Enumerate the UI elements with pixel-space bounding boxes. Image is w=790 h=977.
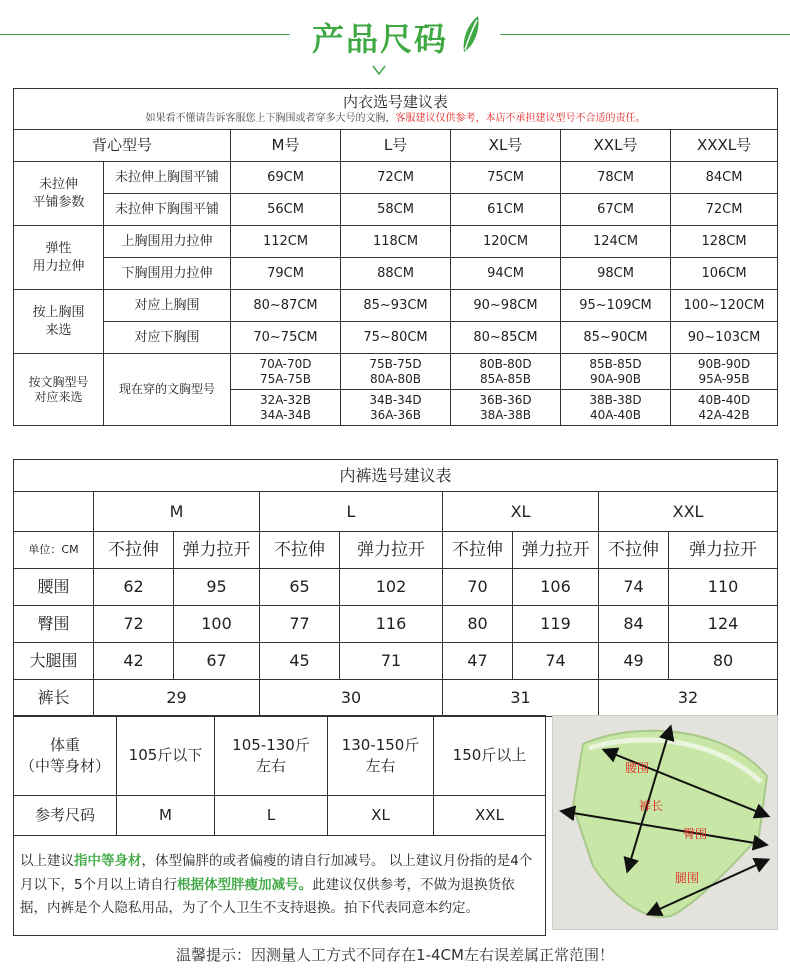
bra-row-name: 未拉伸下胸围平铺: [104, 194, 231, 226]
pants-row-name: 腰围: [14, 569, 94, 606]
pants-value: 62: [94, 569, 174, 606]
bra-model-cell: [561, 354, 671, 390]
bra-value: 106CM: [671, 258, 778, 290]
bra-model-cell: [341, 354, 451, 390]
sub-header-cell: 不拉伸: [260, 532, 340, 569]
bra-model-value: 80B-80D: [479, 357, 532, 372]
weight-text: 105斤以下: [128, 746, 203, 765]
bra-model-value: 85A-85B: [479, 371, 532, 386]
bra-value: 80~85CM: [451, 322, 561, 354]
bra-header-cell: 背心型号: [14, 130, 231, 162]
section-header: [0, 0, 790, 80]
weight-text: 150斤以上: [452, 746, 527, 765]
pants-value: 116: [340, 606, 443, 643]
bra-model-cell: [231, 390, 341, 426]
weight-text: 左右: [255, 756, 286, 775]
weight-cell: [434, 716, 546, 796]
bra-value: 75CM: [451, 162, 561, 194]
header-line-right: [500, 34, 790, 35]
bra-table-note: [14, 112, 777, 126]
pants-value: 72: [94, 606, 174, 643]
bra-group-label: [14, 354, 104, 426]
ref-size-cell: XL: [328, 796, 434, 836]
bra-value: 69CM: [231, 162, 341, 194]
hip-label: 臀围: [683, 827, 708, 841]
pants-value: 119: [513, 606, 599, 643]
pants-value: 70: [443, 569, 513, 606]
bra-model-value: 40A-40B: [589, 407, 642, 422]
bra-row: [14, 322, 778, 354]
bra-value: 90~98CM: [451, 290, 561, 322]
group-label-line: 未拉伸: [38, 176, 78, 192]
bra-value: 58CM: [341, 194, 451, 226]
sub-header-cell: 弹力拉开: [340, 532, 443, 569]
bra-model-value: 75A-75B: [259, 371, 312, 386]
pants-value: 106: [513, 569, 599, 606]
weight-label: 体重: [49, 736, 80, 755]
group-label-line: 按文胸型号: [28, 375, 89, 390]
bra-model-value: 90A-90B: [589, 371, 642, 386]
bra-header-cell: M号: [231, 130, 341, 162]
bra-value: 72CM: [341, 162, 451, 194]
page-title: 产品尺码: [311, 20, 448, 58]
bra-model-value: 42A-42B: [698, 407, 750, 422]
bra-model-value: 32A-32B: [259, 393, 312, 408]
sub-header-cell: 弹力拉开: [174, 532, 260, 569]
product-measure-photo: [552, 715, 778, 930]
bra-model-value: 38B-38D: [589, 393, 642, 408]
bra-header-row: [14, 130, 778, 162]
bra-value: 94CM: [451, 258, 561, 290]
pants-table-title: 内裤选号建议表: [14, 460, 778, 492]
bra-table-title: 内衣选号建议表: [343, 93, 449, 112]
weight-size-table: [13, 715, 546, 936]
length-label: 裤长: [14, 680, 94, 717]
ref-size-cell: XXL: [434, 796, 546, 836]
bra-model-cell: [671, 354, 778, 390]
pants-value: 71: [340, 643, 443, 680]
bra-value: 112CM: [231, 226, 341, 258]
pants-value: 80: [443, 606, 513, 643]
unit-label: 单位：CM: [14, 532, 94, 569]
bra-model-group: [14, 354, 778, 426]
bra-value: 128CM: [671, 226, 778, 258]
bra-value: 98CM: [561, 258, 671, 290]
bra-row-name: 对应上胸围: [104, 290, 231, 322]
bra-row: [14, 258, 778, 290]
sub-header-cell: 不拉伸: [599, 532, 669, 569]
pants-value: 74: [599, 569, 669, 606]
leaf-icon: [458, 14, 482, 54]
bra-value: 72CM: [671, 194, 778, 226]
bra-value: 80~87CM: [231, 290, 341, 322]
bra-value: 120CM: [451, 226, 561, 258]
bra-model-value: 85B-85D: [589, 357, 642, 372]
bra-value: 67CM: [561, 194, 671, 226]
pants-size-cell: XL: [443, 492, 599, 532]
bra-model-row: [14, 354, 778, 390]
header-line-left: [0, 34, 290, 35]
bra-header-cell: XXXL号: [671, 130, 778, 162]
pants-value: 77: [260, 606, 340, 643]
sub-header-cell: 弹力拉开: [513, 532, 599, 569]
bra-row-name: 上胸围用力拉伸: [104, 226, 231, 258]
bra-note-plain: 如果看不懂请告诉客服您上下胸围或者穿多大号的文胸，: [145, 113, 396, 125]
pants-size-cell: M: [94, 492, 260, 532]
bra-groups: [14, 162, 778, 354]
bra-model-value: 95A-95B: [698, 371, 750, 386]
pants-size-cell: L: [260, 492, 443, 532]
bra-value: 88CM: [341, 258, 451, 290]
pants-value: 65: [260, 569, 340, 606]
bra-group-label: [14, 162, 104, 226]
bra-value: 100~120CM: [671, 290, 778, 322]
weight-cell: [117, 716, 215, 796]
ref-size-cell: L: [215, 796, 328, 836]
bra-row-name: 现在穿的文胸型号: [104, 354, 231, 426]
sub-header-cell: 不拉伸: [94, 532, 174, 569]
length-value: 31: [443, 680, 599, 717]
bra-value: 78CM: [561, 162, 671, 194]
pants-value: 67: [174, 643, 260, 680]
pants-value: 84: [599, 606, 669, 643]
weight-label-cell: [14, 716, 117, 796]
weight-label-sub: （中等身材）: [19, 756, 110, 775]
group-label-line: 来选: [45, 322, 72, 338]
bra-value: 79CM: [231, 258, 341, 290]
bra-row: [14, 194, 778, 226]
bra-value: 85~93CM: [341, 290, 451, 322]
bra-model-cell: [671, 390, 778, 426]
bra-header-cell: XL号: [451, 130, 561, 162]
group-label-line: 对应来选: [34, 389, 83, 404]
bra-model-value: 40B-40D: [697, 393, 751, 408]
bra-model-cell: [231, 354, 341, 390]
pants-row: [14, 643, 778, 680]
ref-size-cell: M: [117, 796, 215, 836]
bra-group-label: [14, 290, 104, 354]
weight-cell: [215, 716, 328, 796]
bra-model-value: 34B-34D: [369, 393, 422, 408]
pants-value: 80: [669, 643, 778, 680]
length-label: 裤长: [639, 799, 664, 813]
bra-row-name: 未拉伸上胸围平铺: [104, 162, 231, 194]
bra-group-label: [14, 226, 104, 290]
bra-model-value: 36B-36D: [479, 393, 532, 408]
pants-rows: [14, 569, 778, 680]
pants-value: 45: [260, 643, 340, 680]
length-value: 29: [94, 680, 260, 717]
header-notch-icon: [372, 64, 386, 78]
bra-row: [14, 162, 778, 194]
group-label-line: 弹性: [45, 240, 72, 256]
weight-cell: [328, 716, 434, 796]
pants-row-name: 大腿围: [14, 643, 94, 680]
bra-row: [14, 226, 778, 258]
bra-value: 61CM: [451, 194, 561, 226]
note-text: 此建议仅供参考，不做为退换货依据，内裤是个人隐私用品，为了个人卫生不支持退换。拍下代表同意本约定。: [20, 876, 515, 917]
pants-row: [14, 569, 778, 606]
bra-model-value: 34A-34B: [259, 407, 312, 422]
weight-text: 130-150斤: [341, 736, 420, 755]
bra-model-cell: [451, 390, 561, 426]
note-text: 以上建议: [20, 853, 74, 870]
pants-corner-cell: [14, 492, 94, 532]
bra-model-value: 38A-38B: [479, 407, 532, 422]
weight-text: 左右: [365, 756, 396, 775]
pants-value: 124: [669, 606, 778, 643]
bra-value: 84CM: [671, 162, 778, 194]
size-note: [14, 836, 546, 936]
waist-label: 腰围: [625, 761, 650, 775]
note-text: ，体型偏胖的或者偏瘦的请自行加减号。 以上建议月份指的是4个月以下，5个月以上请自行: [20, 853, 533, 893]
bra-header-cell: L号: [341, 130, 451, 162]
bra-model-value: 36A-36B: [369, 407, 422, 422]
length-value: 32: [599, 680, 778, 717]
pants-value: 102: [340, 569, 443, 606]
group-label-line: 平铺参数: [32, 194, 85, 210]
bra-value: 70~75CM: [231, 322, 341, 354]
bra-row-name: 对应下胸围: [104, 322, 231, 354]
length-value: 30: [260, 680, 443, 717]
bra-value: 118CM: [341, 226, 451, 258]
pants-row: [14, 606, 778, 643]
bra-row: [14, 290, 778, 322]
sub-header-cell: 弹力拉开: [669, 532, 778, 569]
footer-tip: 温馨提示：因测量人工方式不同存在1-4CM左右误差属正常范围！: [176, 946, 614, 964]
pants-value: 100: [174, 606, 260, 643]
bra-note-warning: 客服建议仅供参考，本店不承担建议型号不合适的责任。: [395, 113, 646, 125]
bra-model-cell: [341, 390, 451, 426]
bra-model-cell: [561, 390, 671, 426]
pants-value: 42: [94, 643, 174, 680]
bra-model-cell: [451, 354, 561, 390]
bra-model-value: 90B-90D: [697, 357, 751, 372]
bra-row-name: 下胸围用力拉伸: [104, 258, 231, 290]
bra-table-caption: [14, 89, 778, 130]
pants-size-cell: XXL: [599, 492, 778, 532]
bra-value: 95~109CM: [561, 290, 671, 322]
bra-model-value: 80A-80B: [369, 371, 422, 386]
bra-model-value: 75B-75D: [369, 357, 422, 372]
bra-header-cell: XXL号: [561, 130, 671, 162]
ref-size-label: 参考尺码: [14, 796, 117, 836]
weight-text: 105-130斤: [232, 736, 310, 755]
bra-value: 90~103CM: [671, 322, 778, 354]
bra-value: 56CM: [231, 194, 341, 226]
note-highlight: 指中等身材: [74, 853, 142, 870]
pants-size-table: [13, 459, 778, 717]
bra-value: 124CM: [561, 226, 671, 258]
panties-diagram: [553, 716, 777, 929]
pants-value: 95: [174, 569, 260, 606]
bra-size-table: [13, 88, 778, 426]
bra-value: 85~90CM: [561, 322, 671, 354]
panties-shape: [573, 731, 767, 917]
pants-value: 74: [513, 643, 599, 680]
pants-value: 47: [443, 643, 513, 680]
bra-value: 75~80CM: [341, 322, 451, 354]
pants-value: 110: [669, 569, 778, 606]
bra-model-value: 70A-70D: [259, 357, 312, 372]
note-highlight: 根据体型胖瘦加减号。: [177, 876, 313, 893]
group-label-line: 用力拉伸: [32, 258, 85, 274]
sub-header-cell: 不拉伸: [443, 532, 513, 569]
group-label-line: 按上胸围: [32, 304, 85, 320]
thigh-label: 腿围: [675, 871, 700, 885]
pants-row-name: 臀围: [14, 606, 94, 643]
pants-value: 49: [599, 643, 669, 680]
